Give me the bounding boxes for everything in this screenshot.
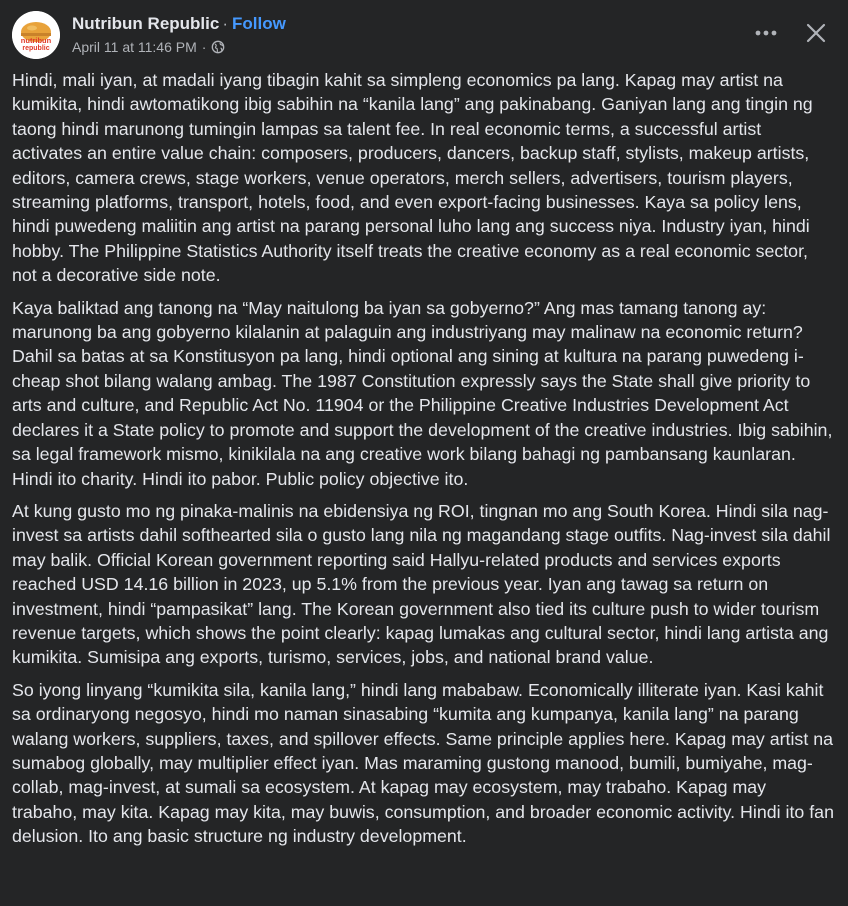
author-line bbox=[72, 13, 286, 35]
post-paragraph-3: At kung gusto mo ng pinaka-malinis na ebidensiya ng ROI, tingnan mo ang South Korea. Hindi sila nag-invest sa artists dahil softhearted sila o gusto lang nila ng magandang stage outfits. Nag-invest sila dahil may balik. Official Korean government reporting said Hallyu-related products and services exports reached USD 14.16 billion in 2023, up 5.1% from the previous year. Iyan ang tawag sa return on investment, hindi “pampasikat” lang. The Korean government also tied its culture push to wider tourism revenue targets, which shows the point clearly: kapag lumakas ang cultural sector, hindi lang artista ang kumikita. Sumisipa ang exports, turismo, services, jobs, and national brand value. bbox=[12, 500, 831, 668]
page-name-link[interactable]: Nutribun Republic bbox=[72, 14, 220, 33]
post-timestamp-link[interactable]: April 11 at 11:46 PM bbox=[72, 39, 197, 55]
meta-separator: · bbox=[201, 39, 207, 55]
logo-text-line2: republic bbox=[22, 45, 50, 52]
post-paragraph-2: Kaya baliktad ang tanong na “May naitulong ba iyan sa gobyerno?” Ang mas tamang tanong ay: marunong ba ang gobyerno kilalanin at palaguin ang industriyang may malinaw na economic return? Dahil sa batas at sa Konstitusyon pa lang, hindi optional ang sining at kultura na parang puwedeng i-cheap shot bilang walang ambag. The 1987 Constitution expressly says the State shall give priority to arts and culture, and Republic Act No. 11904 or the Philippine Creative Industries Development Act declares it a State policy to promote and support the development of the creative industries. Ibig sabihin, sa legal framework mismo, kinikilala na ang creative work bilang bahagi ng pambansang kaunlaran. Hindi ito charity. Hindi ito pabor. Public policy objective ito. bbox=[12, 297, 833, 489]
post-paragraph-4: So iyong linyang “kumikita sila, kanila lang,” hindi lang mababaw. Economically illiterate iyan. Kasi kahit sa ordinaryong negosyo, hindi mo naman sinasabing “kumita ang kumpanya, kanila lang” na parang walang workers, suppliers, taxes, and spillover effects. Same principle applies here. Kapag may artist na sumabog globally, may multiplier effect iyan. Mas maraming gustong manood, bumili, bumiyahe, mag-collab, mag-invest, at sumali sa ecosystem. At kapag may ecosystem, may trabaho. Kapag may trabaho, may kita. Kapag may kita, may buwis, consumption, and broader economic activity. Hindi ito fan delusion. Ito ang basic structure ng industry development. bbox=[12, 679, 834, 847]
logo-text-line1: nutribun bbox=[20, 36, 52, 45]
post-meta bbox=[72, 38, 286, 58]
post-paragraph-1: Hindi, mali iyan, at madali iyang tibagin kahit sa simpleng economics pa lang. Kapag may artist na kumikita, hindi awtomatikong ibig sabihin na “kanila lang” ang pakinabang. Ganiyan lang ang tingin ng taong hindi marunong tumingin lampas sa talent fee. In real economic terms, a successful artist activates an entire value chain: composers, producers, dancers, backup staff, stylists, makeup artists, editors, camera crews, stage workers, venue operators, merch sellers, advertisers, tourism players, streaming platforms, transport, hotels, food, and even export-facing businesses. Kaya sa policy lens, hindi puwedeng maliitin ang artist na parang personal luho lang ang success niya. Industry iyan, hindi hobby. The Philippine Statistics Authority itself treats the creative economy as a real economic sector, not a decorative side note. bbox=[12, 70, 813, 286]
post-header bbox=[12, 10, 836, 60]
post-body bbox=[12, 68, 834, 857]
page-avatar[interactable] bbox=[12, 11, 60, 59]
author-block bbox=[72, 13, 286, 58]
nutribun-logo bbox=[12, 11, 60, 59]
more-options-button[interactable] bbox=[748, 19, 784, 47]
close-icon bbox=[806, 23, 826, 43]
follow-button[interactable]: Follow bbox=[232, 14, 286, 33]
close-button[interactable] bbox=[798, 15, 834, 51]
more-options-icon bbox=[755, 30, 777, 36]
author-separator: · bbox=[222, 14, 228, 33]
globe-icon[interactable] bbox=[211, 40, 225, 58]
